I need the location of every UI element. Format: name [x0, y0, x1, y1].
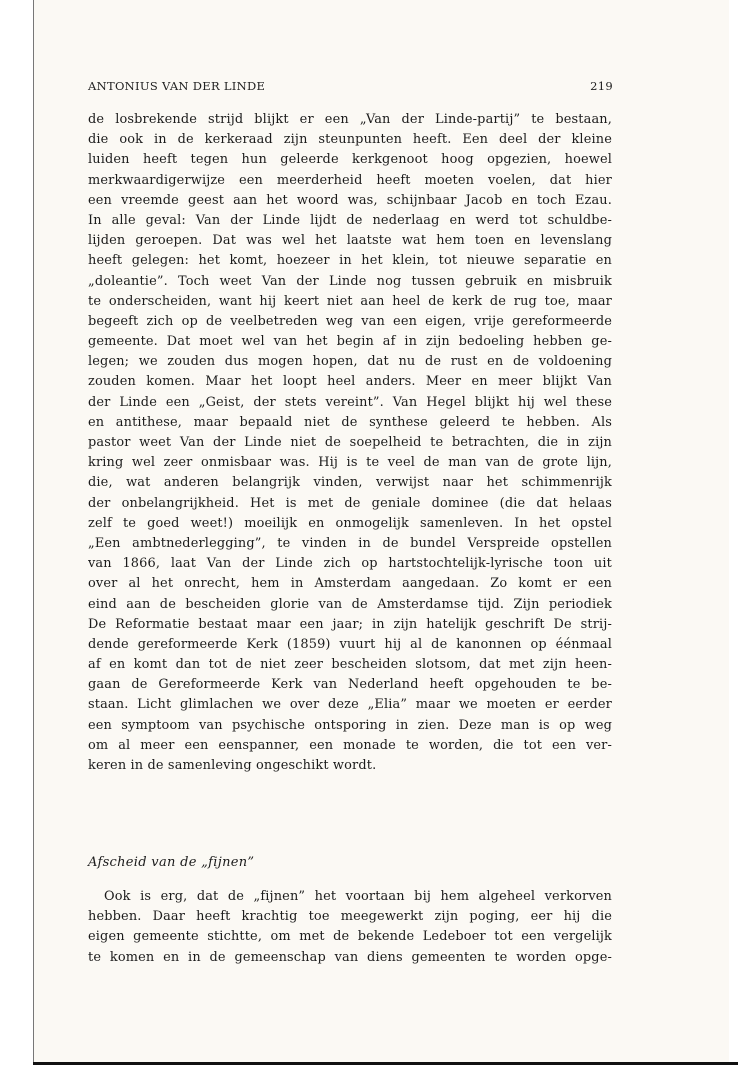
- text-line: hebben. Daar heeft krachtig toe meegewerkt zijn poging, eer hij die: [88, 909, 612, 925]
- text-line: legen; we zouden dus mogen hopen, dat nu de rust en de voldoening: [88, 354, 612, 370]
- text-line: dende gereformeerde Kerk (1859) vuurt hij al de kanonnen op éénmaal: [88, 636, 612, 652]
- text-line: kring wel zeer onmisbaar was. Hij is te veel de man van de grote lijn,: [88, 455, 612, 471]
- section-heading: Afscheid van de „fijnen”: [88, 855, 255, 870]
- text-line: heeft gelegen: het komt, hoezeer in het klein, tot nieuwe separatie en: [88, 253, 612, 269]
- text-line: die ook in de kerkeraad zijn steunpunten heeft. Een deel der kleine: [88, 132, 612, 148]
- text-line: merkwaardigerwijze een meerderheid heeft moeten voelen, dat hier: [88, 172, 612, 188]
- text-line: van 1866, laat Van der Linde zich op hartstochtelijk-lyrische toon uit: [88, 556, 612, 572]
- text-line: om al meer een eenspanner, een monade te worden, die tot een ver-: [88, 737, 612, 753]
- running-title: ANTONIUS VAN DER LINDE: [88, 79, 266, 93]
- text-line: en antithese, maar bepaald niet de synthese geleerd te hebben. Als: [88, 414, 612, 430]
- text-line: „Een ambtnederlegging”, te vinden in de bundel Verspreide opstellen: [88, 535, 612, 551]
- text-line: te komen en in de gemeenschap van diens gemeenten te worden opge-: [88, 949, 612, 965]
- paragraph-main: [88, 110, 612, 776]
- text-line: staan. Licht glimlachen we over deze „Elia” maar we moeten er eerder: [88, 697, 612, 713]
- text-line: der Linde een „Geist, der stets vereint”. Van Hegel blijkt hij wel these: [88, 394, 612, 410]
- text-line: over al het onrecht, hem in Amsterdam aangedaan. Zo komt er een: [88, 576, 612, 592]
- text-line: af en komt dan tot de niet zeer bescheiden slotsom, dat met zijn heen-: [88, 657, 612, 673]
- text-line: zelf te goed weet!) moeilijk en onmogelijk samenleven. In het opstel: [88, 515, 612, 531]
- text-line: een vreemde geest aan het woord was, schijnbaar Jacob en toch Ezau.: [88, 192, 612, 208]
- text-line: een symptoom van psychische ontsporing in zien. Deze man is op weg: [88, 717, 612, 733]
- text-line: zouden komen. Maar het loopt heel anders. Meer en meer blijkt Van: [88, 374, 612, 390]
- text-line: De Reformatie bestaat maar een jaar; in zijn hatelijk geschrift De strij-: [88, 616, 612, 632]
- text-line: gemeente. Dat moet wel van het begin af in zijn bedoeling hebben ge-: [88, 334, 612, 350]
- text-line: de losbrekende strijd blijkt er een „Van der Linde-partij” te bestaan,: [88, 112, 612, 127]
- text-line: „doleantie”. Toch weet Van der Linde nog tussen gebruik en misbruik: [88, 273, 612, 289]
- text-line: pastor weet Van der Linde niet de soepelheid te betrachten, die in zijn: [88, 435, 612, 450]
- text-line: In alle geval: Van der Linde lijdt de nederlaag en werd tot schuldbe-: [88, 212, 612, 228]
- text-line: begeeft zich op de veelbetreden weg van een eigen, vrije gereformeerde: [88, 313, 612, 329]
- text-line: luiden heeft tegen hun geleerde kerkgenoot hoog opgezien, hoewel: [88, 152, 612, 168]
- paragraph-continued: [88, 887, 612, 968]
- text-line: Ook is erg, dat de „fijnen” het voortaan bij hem algeheel verkorven: [104, 889, 612, 904]
- text-line: eigen gemeente stichtte, om met de bekende Ledeboer tot een vergelijk: [88, 929, 612, 945]
- page-number: 219: [590, 79, 613, 93]
- text-line: eind aan de bescheiden glorie van de Amsterdamse tijd. Zijn periodiek: [88, 596, 612, 612]
- text-line: der onbelangrijkheid. Het is met de geniale dominee (die dat helaas: [88, 495, 612, 511]
- text-line: gaan de Gereformeerde Kerk van Nederland heeft opgehouden te be-: [88, 677, 612, 693]
- bottom-edge-rule: [33, 1062, 738, 1065]
- running-header: [88, 79, 613, 95]
- text-line: keren in de samenleving ongeschikt wordt.: [88, 758, 377, 773]
- text-line: lijden geroepen. Dat was wel het laatste wat hem toen en levenslang: [88, 233, 612, 249]
- text-line: die, wat anderen belangrijk vinden, verwijst naar het schimmenrijk: [88, 475, 612, 491]
- text-line: te onderscheiden, want hij keert niet aan heel de kerk de rug toe, maar: [88, 293, 612, 309]
